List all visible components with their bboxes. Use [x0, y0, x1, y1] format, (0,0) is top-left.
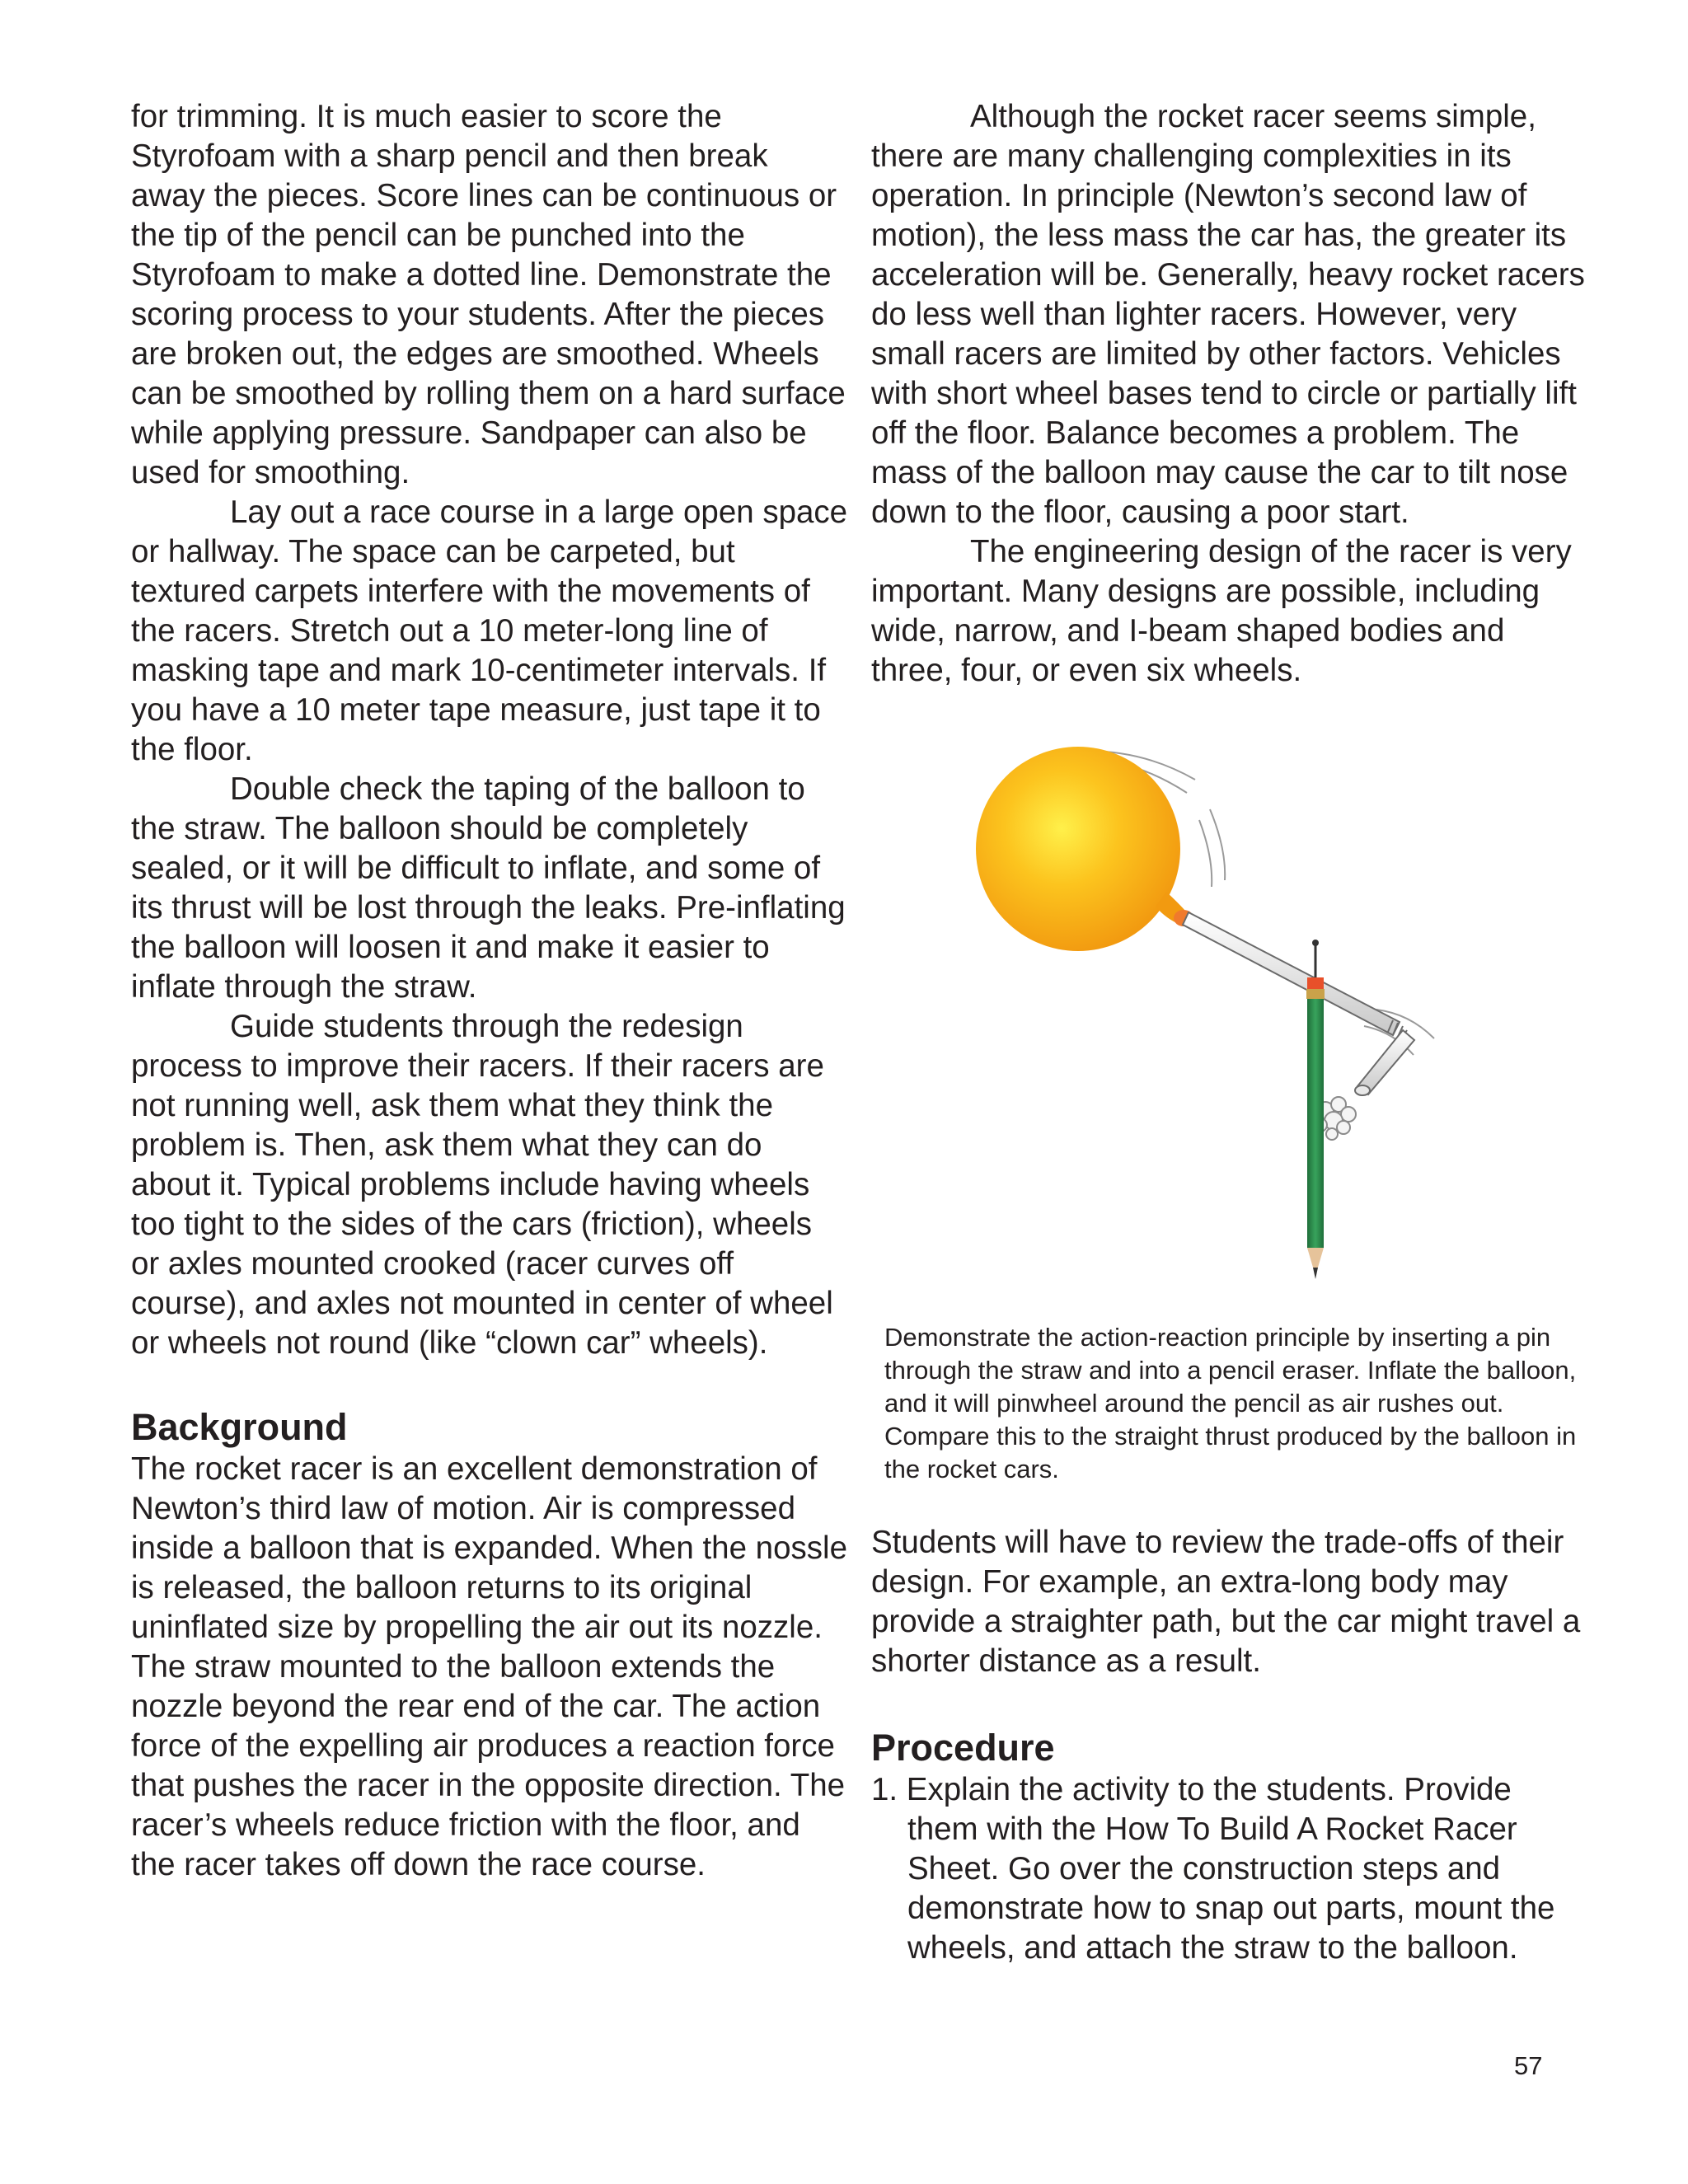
procedure-heading: Procedure — [871, 1727, 1055, 1769]
paragraph-complexities: Although the rocket racer seems simple, there are many challenging complexities in its operation. In principle (Newton’s second law of motion), the less mass the car has, the greater its acceleration will be. Generally, heavy rocket racers do less well than lighter racers. However, very small racers are limited by other factors. Vehicles with short wheel bases tend to circle or partially lift off the floor. Balance becomes a problem. The mass of the balloon may cause the car to tilt nose down to the floor, causing a poor start. — [871, 99, 1585, 530]
paragraph-trimming: for trimming. It is much easier to score the Styrofoam with a sharp pencil and then break away the pieces. Score lines can be continuous or the tip of the pencil can be punched into the Styrofoam to make a dotted line. Demonstrate the scoring process to your students. After the pieces are broken out, the edges are smoothed. Wheels can be smoothed by rolling them on a hard surface while applying pressure. Sandpaper can also be used for smoothing. — [131, 99, 846, 490]
pin — [1312, 940, 1319, 981]
pencil — [1306, 977, 1325, 1279]
paragraph-race-course: Lay out a race course in a large open space or hallway. The space can be carpeted, but textured carpets interfere with the movements of the racers. Stretch out a 10 meter-long line of masking tape and mark 10-centimeter intervals. If you have a 10 meter tape measure, just tape it to the floor. — [131, 494, 848, 767]
paragraph-taping: Double check the taping of the balloon to the straw. The balloon should be completely sealed, or it will be difficult to inflate, and some of its thrust will be lost through the leaks. Pre-inflating the balloon will loosen it and make it easier to inflate through the straw. — [131, 771, 846, 1005]
procedure-list — [871, 1770, 1588, 1968]
left-column — [131, 97, 848, 1885]
paragraph-background: The rocket racer is an excellent demonstration of Newton’s third law of motion. Air is compressed inside a balloon that is expanded. When the nossle is released, the balloon returns to its original uninflated size by propelling the air out its nozzle. The straw mounted to the balloon extends the nozzle beyond the rear end of the car. The action force of the expelling air produces a reaction force that pushes the racer in the opposite direction. The racer’s wheels reduce friction with the floor, and the racer takes off down the race course. — [131, 1451, 847, 1882]
straw — [1183, 912, 1414, 1095]
right-column — [871, 97, 1588, 691]
caption-text: Demonstrate the action-reaction principle by inserting a pin through the straw and into a pencil eraser. Inflate the balloon, and it will pinwheel around the pencil as air rushes out. Compare this to the straight thrust produced by the balloon in the rocket cars. — [884, 1323, 1577, 1483]
procedure-item: 1. Explain the activity to the students. Provide them with the How To Build A Rocket Racer Sheet. Go over the construction steps and demonstrate how to snap out parts, mount the wheels, and attach the straw to the balloon. — [871, 1772, 1555, 1966]
paragraph-redesign: Guide students through the redesign process to improve their racers. If their racers are not running well, ask them what they think the problem is. Then, ask them what they can do about it. Typical problems include having wheels too tight to the sides of the cars (friction), wheels or axles mounted crooked (racer curves off course), and axles not mounted in center of wheel or wheels not round (like “clown car” wheels). — [131, 1009, 833, 1361]
page-number: 57 — [1514, 2051, 1543, 2080]
figure-caption — [884, 1321, 1585, 1486]
paragraph-engineering: The engineering design of the racer is very important. Many designs are possible, including wide, narrow, and I-beam shaped bodies and three, four, or even six wheels. — [871, 534, 1572, 688]
paragraph-tradeoffs: Students will have to review the trade-offs of their design. For example, an extra-long body may provide a straighter path, but the car might travel a shorter distance as a result. — [871, 1525, 1581, 1679]
balloon-pinwheel-illustration — [948, 742, 1525, 1310]
right-column-lower — [871, 1523, 1588, 1968]
background-heading: Background — [131, 1406, 348, 1448]
